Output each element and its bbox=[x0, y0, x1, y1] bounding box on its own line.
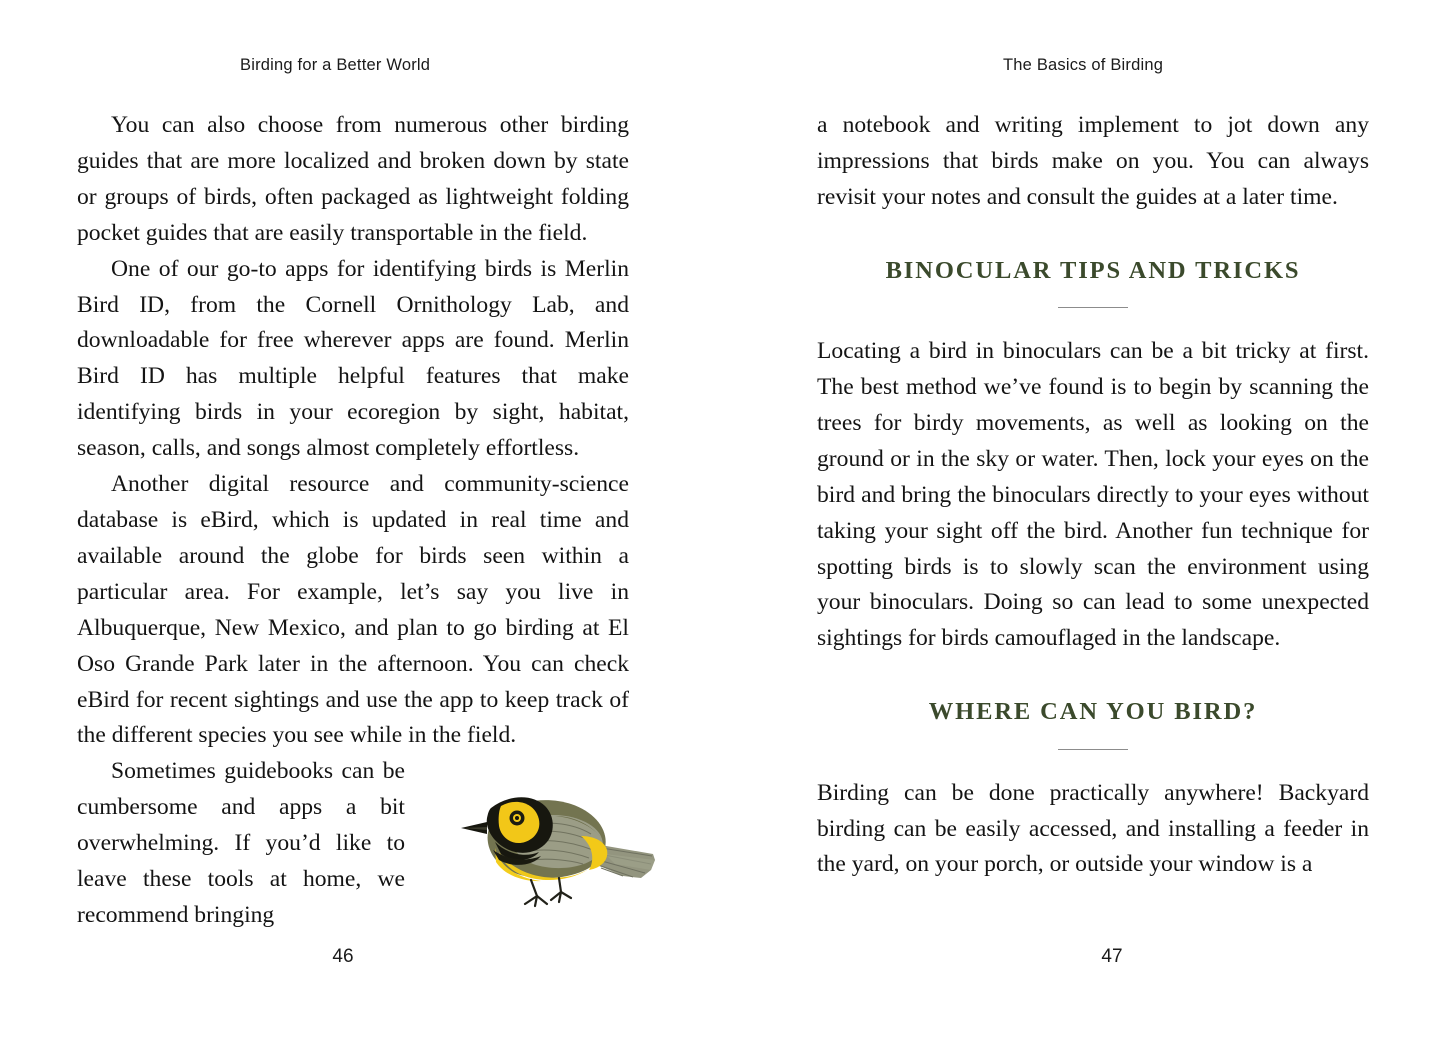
running-head-right: The Basics of Birding bbox=[1003, 56, 1164, 74]
folio-right: 47 bbox=[1101, 946, 1123, 967]
heading-rule-binocular bbox=[1058, 307, 1128, 308]
paragraph-ebird: Another digital resource and community-science database is eBird, which is updated in real time and available around the globe for birds seen within a particular area. For example, let’s say you live in Albuquerque, New Mexico, and plan to go birding at El Oso Grande Park later in the afternoon. You can check eBird for recent sightings and use the app to keep track of the different species you see while in the field. bbox=[77, 471, 629, 749]
running-head-left: Birding for a Better World bbox=[240, 56, 431, 74]
right-text-block bbox=[817, 108, 1369, 883]
paragraph-merlin-bird-id: One of our go-to apps for identifying birds is Merlin Bird ID, from the Cornell Ornithology Lab, and downloadable for free wherever apps are found. Merlin Bird ID has multiple helpful features that make identifying birds in your ecoregion by sight, habitat, season, calls, and songs almost completely effortless. bbox=[77, 255, 629, 462]
paragraph-notebook-continuation: a notebook and writing implement to jot down any impressions that birds make on you. You can always revisit your notes and consult the guides at a later time. bbox=[817, 112, 1369, 210]
paragraph-binocular-tips-body: Locating a bird in binoculars can be a bit tricky at first. The best method we’ve found is to begin by scanning the trees for birdy movements, as well as looking on the ground or in the sky or water. Then, lock your eyes on the bird and bring the binoculars directly to your eyes without taking your sight off the bird. Another fun technique for spotting birds is to slowly scan the environment using your binoculars. Doing so can lead to some unexpected sightings for birds camouflaged in the landscape. bbox=[817, 338, 1369, 652]
paragraph-guides: You can also choose from numerous other birding guides that are more localized and broken down by state or groups of birds, often packaged as lightweight folding pocket guides that are easily transportable in the field. bbox=[77, 112, 629, 246]
folio-left: 46 bbox=[332, 946, 354, 967]
bird-art-float-spacer bbox=[415, 754, 629, 900]
paragraph-guidebooks-cumbersome bbox=[77, 754, 629, 934]
heading-rule-where-bird bbox=[1058, 749, 1128, 750]
paragraph-where-bird-body: Birding can be done practically anywhere! Backyard birding can be easily accessed, and installing a feeder in the yard, on your porch, or outside your window is a bbox=[817, 779, 1369, 878]
left-text-block bbox=[77, 108, 629, 934]
right-page bbox=[723, 0, 1445, 1051]
section-heading-binocular-tips: BINOCULAR TIPS AND TRICKS bbox=[885, 256, 1301, 284]
section-heading-where-can-you-bird: WHERE CAN YOU BIRD? bbox=[928, 698, 1258, 726]
left-page bbox=[0, 0, 722, 1051]
paragraph-guidebooks-text: Sometimes guidebooks can be cumbersome and apps a bit overwhelming. If you’d like to leave these tools at home, we recommend bringing bbox=[77, 758, 405, 928]
